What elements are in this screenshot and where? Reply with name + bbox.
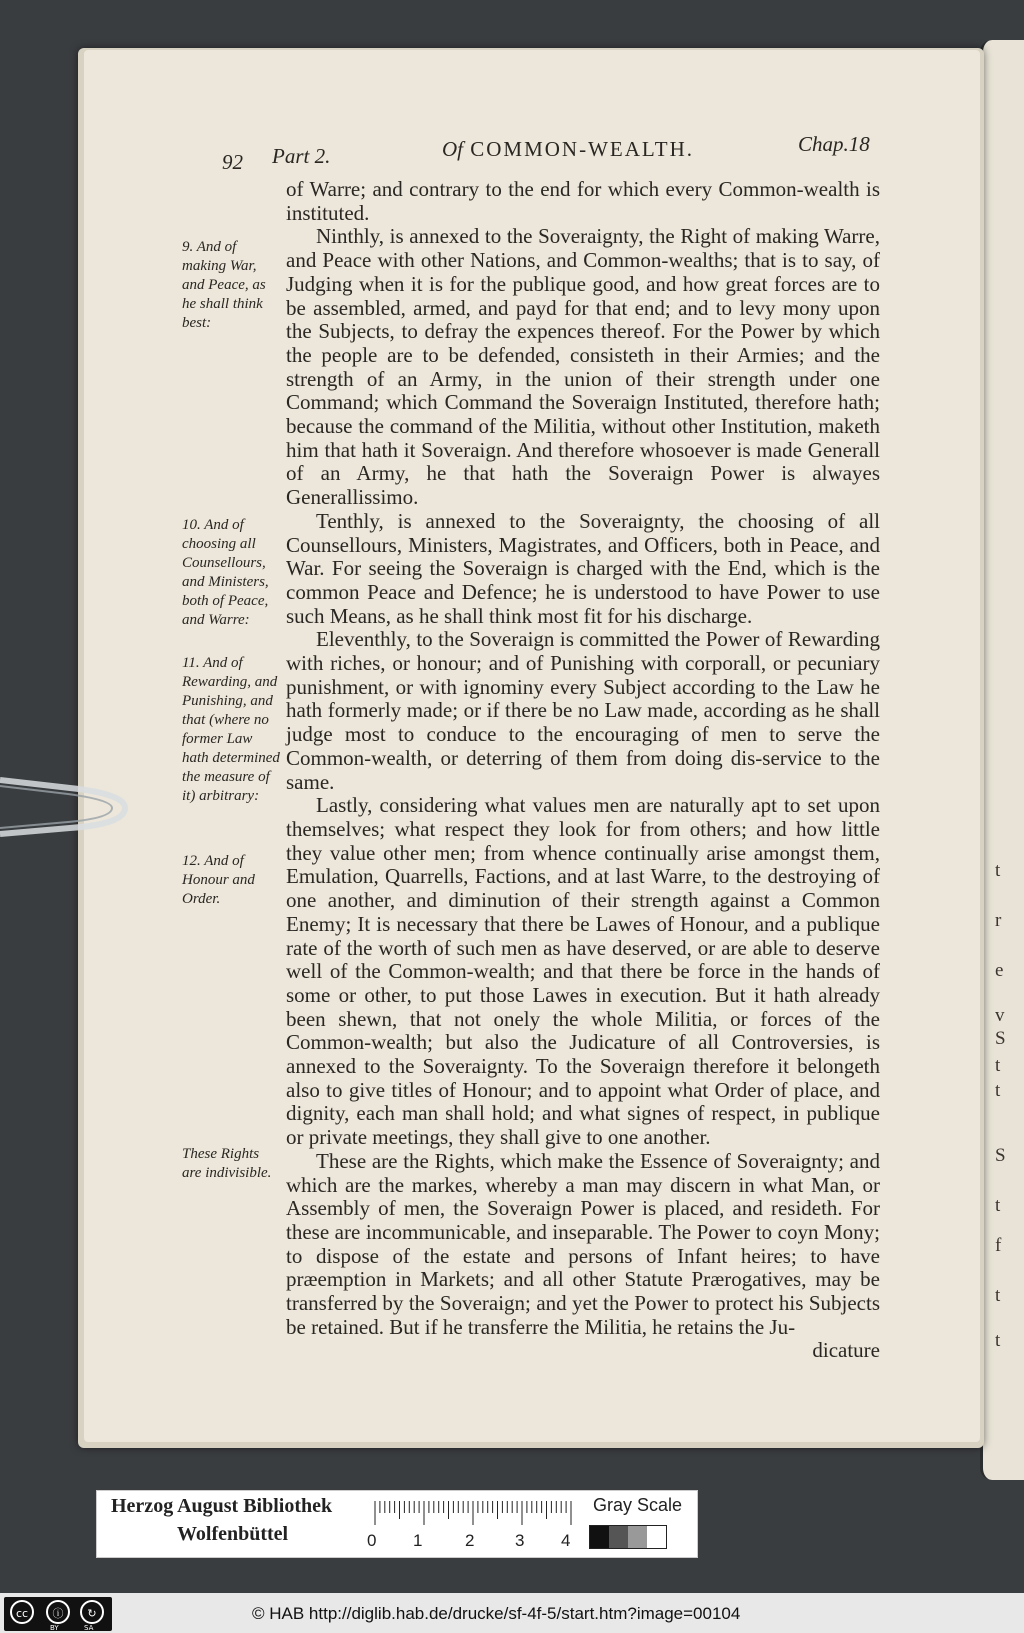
ruler-number: 1 (413, 1531, 423, 1550)
gray-swatch (590, 1526, 609, 1548)
sa-icon: ↻ (80, 1600, 104, 1624)
facing-page-fragment: t (995, 1080, 1001, 1101)
gray-swatch (609, 1526, 628, 1548)
facing-page-fragment: t (995, 1195, 1001, 1216)
paragraph: of Warre; and contrary to the end for which every Common-wealth is instituted. (286, 177, 880, 225)
ruler-number: 3 (515, 1531, 525, 1550)
by-label: BY (50, 1624, 59, 1632)
body-text (286, 178, 880, 1363)
running-title-prefix: Of (442, 137, 463, 161)
catchword: dicature (812, 1338, 880, 1363)
page-clip-graphic (0, 760, 130, 850)
paragraph: Ninthly, is annexed to the Soveraignty, the Right of making Warre, and Peace with other Nations, and Common-wealths; that is to say, of Judging when it is for the publique good, and how great forces are to be assembled, armed, and payd for that end; and to levy mony upon the Subjects, to defray the expences thereof. For the Power by which the people are to be defended, consisteth in their Armies; and the strength of an Army, in the union of their strength under one Command; which Command the Soveraign Instituted, therefore hath; because the command of the Militia, without other Institution, maketh him that hath it Soveraign. And therefore whosoever is made Generall of an Army, he that hath the Soveraign Power is alwayes Generallissimo. (286, 224, 880, 510)
ruler-number: 2 (465, 1531, 475, 1550)
margin-note: 10. And of choosing all Counsellours, and Ministers, both of Peace, and Warre: (182, 517, 269, 628)
margin-note: 9. And of making War, and Peace, as he shall think best: (182, 239, 266, 331)
paragraph: Tenthly, is annexed to the Soveraignty, the choosing of all Counsellours, Ministers, Magistrates, and Officers, both in Peace, and War. For seeing the Soveraign is charged with the End, which is the common Peace and Defence; he is understood to have Power to use such Means, as he shall think most fit for his discharge. (286, 508, 880, 628)
facing-page-fragment: f (995, 1235, 1002, 1256)
paragraph: Lastly, considering what values men are naturally apt to set upon themselves; what respect they look for from others; and how little they value other men; from whence continually arise amongst them, Emulation, Quarrells, Factions, and at last Warre, to the destroying of one another, and diminution of their strength against a Common Enemy; It is necessary that there be Lawes of Honour, and a publique rate of the worth of such men as have deserved, or are able to deserve well of the Common-wealth; and that there be force in the hands of some or other, to put those Lawes in execution. But it hath already been shewn, that not onely the whole Militia, or forces of the Common-wealth; but also the Judicature of all Controversies, is annexed to the Soveraignty. To the Soveraign therefore it belongeth also to give titles of Honour; and to appoint what Order of place, and dignity, each man shall hold; and what signes of respect, in publique or private meetings, they shall give to one another. (286, 793, 880, 1150)
gray-swatch (647, 1526, 666, 1548)
gray-scale-swatches (589, 1525, 667, 1549)
library-scale-bar (96, 1490, 698, 1558)
facing-page-fragment: t (995, 1055, 1001, 1076)
ruler-ticks (373, 1497, 573, 1527)
facing-page-fragment: v (995, 1005, 1005, 1026)
library-city: Wolfenbüttel (177, 1523, 289, 1545)
credit-bar (0, 1593, 1024, 1633)
facing-page-fragment: S (995, 1145, 1006, 1166)
margin-note: These Rights are indivisible. (182, 1146, 272, 1181)
facing-page-edge (980, 40, 1024, 1480)
cc-license-badge[interactable] (4, 1597, 112, 1631)
margin-note: 11. And of Rewarding, and Punishing, and that (where no former Law hath determined the measure of it) arbitrary: (182, 655, 280, 804)
sa-label: SA (84, 1624, 94, 1632)
library-name: Herzog August Bibliothek (111, 1495, 333, 1517)
facing-page-fragment: e (995, 960, 1004, 981)
page-number: 92 (222, 150, 243, 174)
cc-icon: cc (10, 1600, 34, 1624)
part-label: Part 2. (272, 144, 331, 168)
facing-page-fragment: t (995, 1330, 1001, 1351)
paragraph: These are the Rights, which make the Essence of Soveraignty; and which are the markes, whereby a man may discern in what Man, or Assembly of men, the Soveraign Power is placed, and resideth. For these are incommunicable, and inseparable. The Power to coyn Mony; to dispose of the estate and persons of Infant heires; to have præemption in Markets; and all other Statute Prærogatives, may be transferred by the Soveraign; and yet the Power to protect his Subjects be retained. But if he transferre the Militia, he retains the Ju- (286, 1148, 880, 1339)
paragraph: Eleventhly, to the Soveraign is committed the Power of Rewarding with riches, or honour; and of Punishing with corporall, or pecuniary punishment, or with ignominy every Subject according to the Law he hath formerly made; or if there be no Law made, according as he shall judge most to conduce to the encouraging of men to serve the Common-wealth, or deterring of them from doing dis-service to the same. (286, 627, 880, 794)
chapter-label: Chap.18 (798, 132, 870, 156)
running-title (442, 137, 694, 162)
gray-scale-label: Gray Scale (593, 1495, 683, 1515)
facing-page-fragment: r (995, 910, 1002, 931)
credit-url[interactable]: © HAB http://diglib.hab.de/drucke/sf-4f-5/start.htm?image=00104 (252, 1604, 741, 1623)
ruler-number: 4 (561, 1531, 571, 1550)
running-header (0, 92, 1024, 174)
by-icon: ⓘ (46, 1600, 70, 1624)
ruler-number: 0 (367, 1531, 377, 1550)
facing-page-fragment: t (995, 860, 1001, 881)
facing-page-fragment: S (995, 1028, 1006, 1049)
gray-swatch (628, 1526, 647, 1548)
margin-note: 12. And of Honour and Order. (182, 853, 255, 907)
facing-page-fragment: t (995, 1285, 1001, 1306)
running-title-main: COMMON-WEALTH. (470, 137, 695, 161)
